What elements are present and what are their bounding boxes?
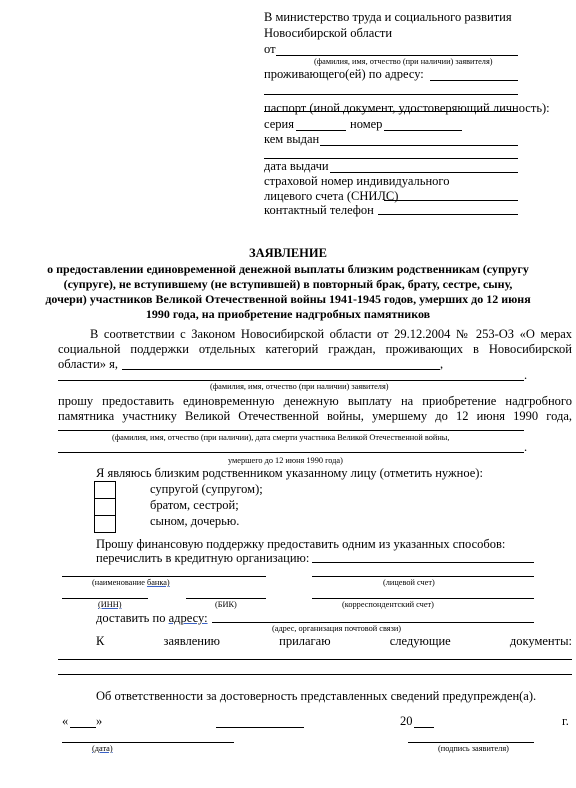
paragraph-2-line-2: памятника участнику Великой Отечественной войны, умершему до 12 июня 1990 года, xyxy=(58,409,572,423)
attachments-field-2[interactable] xyxy=(58,674,572,675)
payment-intro: Прошу финансовую поддержку предоставить одним из указанных способов: xyxy=(96,537,506,551)
inn-hint: (ИНН) xyxy=(98,600,122,609)
applicant-name-body-hint: (фамилия, имя, отчество (при наличии) заявителя) xyxy=(210,382,389,391)
year-field[interactable] xyxy=(414,727,434,728)
phone-field[interactable] xyxy=(378,214,518,215)
bank-name-field[interactable] xyxy=(62,576,266,577)
delivery-address-field[interactable] xyxy=(212,622,534,623)
applicant-name-body-field[interactable] xyxy=(122,369,440,370)
deceased-info-hint-2: умершего до 12 июня 1990 года) xyxy=(228,456,343,465)
applicant-name-field[interactable] xyxy=(276,55,518,56)
applicant-name-body-field-2[interactable] xyxy=(58,380,524,381)
bank-name-hint-text: (наименование xyxy=(92,578,147,587)
addressee-line-1: В министерство труда и социального развития xyxy=(264,10,512,24)
from-label: от xyxy=(264,42,276,56)
account-field[interactable] xyxy=(312,576,534,577)
relation-option-spouse: супругой (супругом); xyxy=(150,482,263,496)
deceased-info-hint: (фамилия, имя, отчество (при наличии), дата смерти участника Великой Отечественной войны, xyxy=(112,433,450,442)
attachments-line xyxy=(96,634,572,649)
attach-word: прилагаю xyxy=(279,634,331,648)
delivery-address-hint: (адрес, организация почтовой связи) xyxy=(272,624,402,633)
series-label: серия xyxy=(264,117,294,131)
date-quote-open: « xyxy=(62,714,69,728)
credit-org-label: перечислить в кредитную организацию: xyxy=(96,551,310,565)
date-quote-close: » xyxy=(96,714,103,728)
account-hint: (лицевой счет) xyxy=(383,578,435,587)
attach-word: К xyxy=(96,634,105,648)
number-field[interactable] xyxy=(384,130,462,131)
document-title: ЗАЯВЛЕНИЕ xyxy=(249,246,327,260)
address-field-2[interactable] xyxy=(264,94,518,95)
day-field[interactable] xyxy=(70,727,96,728)
signature-field[interactable] xyxy=(408,742,534,743)
paragraph-1-line-3: области» я, xyxy=(58,357,119,371)
phone-label: контактный телефон xyxy=(264,203,374,217)
title-line-1: о предоставлении единовременной денежной выплаты близким родственникам (супругу xyxy=(47,262,529,276)
inn-field[interactable] xyxy=(62,598,148,599)
month-field[interactable] xyxy=(216,727,304,728)
issue-date-label: дата выдачи xyxy=(264,159,329,173)
corr-account-field[interactable] xyxy=(312,598,534,599)
deliver-label-text: доставить по xyxy=(96,611,169,625)
applicant-name-hint: (фамилия, имя, отчество (при наличии) заявителя) xyxy=(314,57,493,66)
signature-hint: (подпись заявителя) xyxy=(438,744,509,753)
series-field[interactable] xyxy=(296,130,346,131)
issued-by-field-1[interactable] xyxy=(320,145,518,146)
relation-option-child: сыном, дочерью. xyxy=(150,514,240,528)
title-line-4: 1990 года, на приобретение надгробных памятников xyxy=(145,307,431,321)
number-label: номер xyxy=(350,117,383,131)
relation-intro: Я являюсь близким родственником указанному лицу (отметить нужное): xyxy=(96,466,483,480)
credit-org-field[interactable] xyxy=(312,562,534,563)
relation-checkbox-child[interactable] xyxy=(94,515,116,533)
period-mark-1: . xyxy=(524,368,528,382)
relation-option-sibling: братом, сестрой; xyxy=(150,498,239,512)
title-line-3: дочери) участников Великой Отечественной войны 1941-1945 годов, умерших до 12 июня xyxy=(45,292,531,306)
year-suffix: г. xyxy=(562,714,569,728)
paragraph-1-line-2: социальной поддержки отдельных категорий граждан, проживающих в Новосибирской xyxy=(58,342,572,356)
attach-word: документы: xyxy=(509,634,572,648)
snils-label-line-1: страховой номер индивидуального xyxy=(264,174,450,188)
issue-date-field[interactable] xyxy=(330,172,518,173)
deceased-info-field[interactable] xyxy=(58,430,524,431)
deceased-info-field-2[interactable] xyxy=(58,452,524,453)
title-line-2: (супруге), не вступившему (не вступившей) в повторный брак, брату, сестре, сыну, xyxy=(63,277,513,291)
addressee-line-2: Новосибирской области xyxy=(264,26,393,40)
period-mark-2: . xyxy=(524,440,528,454)
address-field-1[interactable] xyxy=(430,80,518,81)
relation-checkbox-sibling[interactable] xyxy=(94,498,116,516)
responsibility-statement: Об ответственности за достоверность представленных сведений предупрежден(а). xyxy=(96,689,537,703)
comma-mark: , xyxy=(440,357,444,371)
passport-label: паспорт (иной документ, удостоверяющий личность): xyxy=(264,101,550,115)
attachments-field-1[interactable] xyxy=(58,659,572,660)
bik-field[interactable] xyxy=(186,598,266,599)
bik-hint: (БИК) xyxy=(215,600,237,609)
deliver-label-link: адресу: xyxy=(168,611,208,625)
attach-word: заявлению xyxy=(163,634,220,648)
snils-label-line-2: лицевого счета (СНИЛС) xyxy=(264,189,399,203)
date-field[interactable] xyxy=(62,742,234,743)
paragraph-1-line-1: В соответствии с Законом Новосибирской области от 29.12.2004 № 253-ОЗ «О мерах xyxy=(90,327,572,341)
issued-by-label: кем выдан xyxy=(264,132,320,146)
corr-account-hint: (корреспондентский счет) xyxy=(342,600,434,609)
year-prefix: 20 xyxy=(400,714,413,728)
address-label: проживающего(ей) по адресу: xyxy=(264,67,424,81)
deliver-label xyxy=(96,611,208,626)
relation-checkbox-spouse[interactable] xyxy=(94,481,116,499)
snils-field[interactable] xyxy=(384,200,518,201)
paragraph-2-line-1: прошу предоставить единовременную денежную выплату на приобретение надгробного xyxy=(58,394,572,408)
date-hint: (дата) xyxy=(92,744,113,753)
attach-word: следующие xyxy=(389,634,451,648)
bank-name-hint-link: банка) xyxy=(146,578,170,587)
bank-name-hint xyxy=(92,578,170,587)
